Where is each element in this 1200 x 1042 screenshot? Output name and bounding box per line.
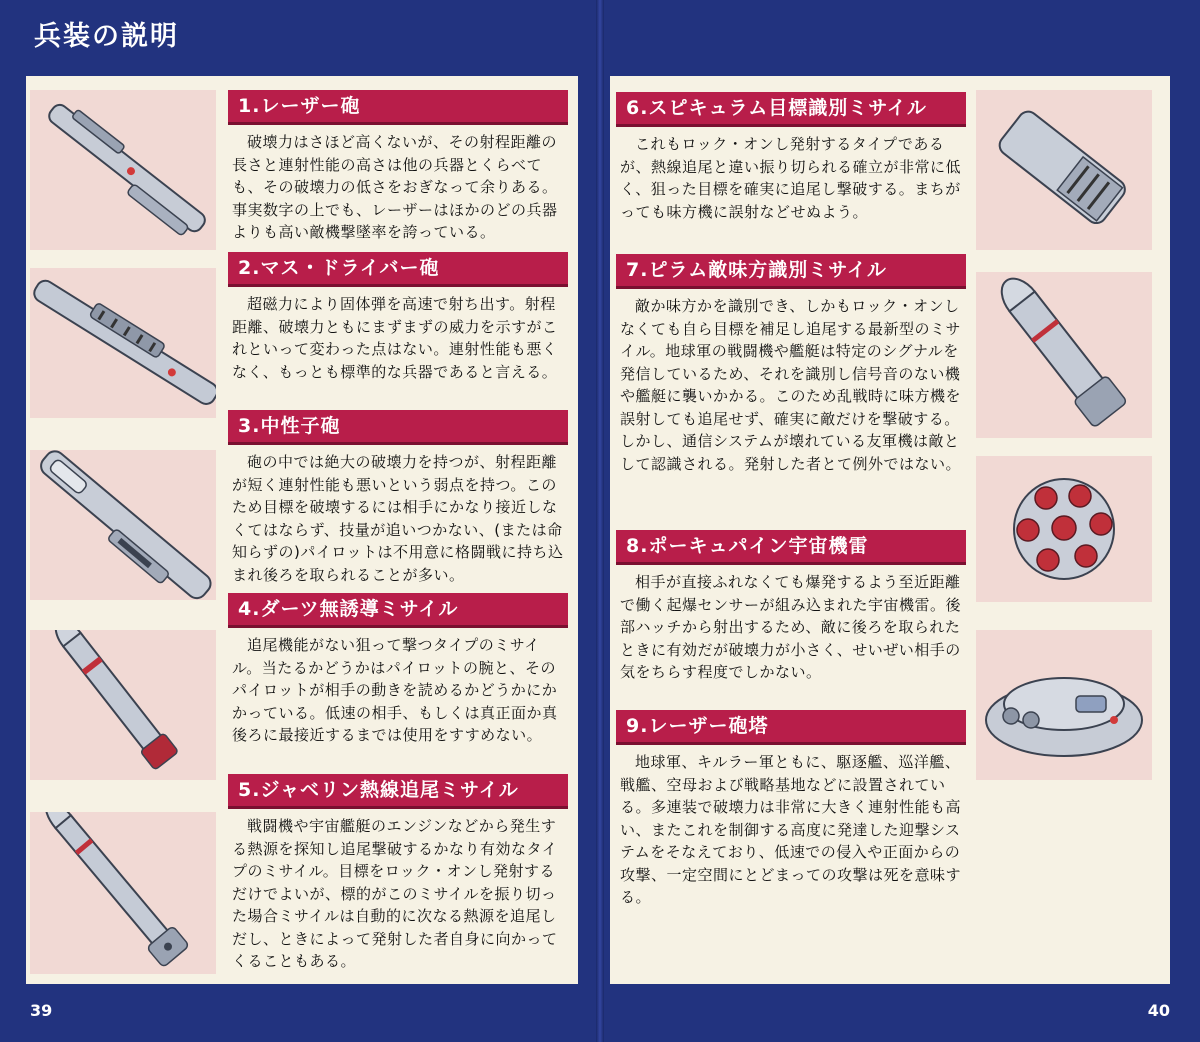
page-title: 兵装の説明 xyxy=(34,21,179,52)
section-title: 3.中性子砲 xyxy=(228,410,568,445)
section-title: 8.ポーキュパイン宇宙機雷 xyxy=(616,530,966,565)
laser-turret-icon xyxy=(976,630,1152,780)
dart-missile-illustration xyxy=(30,630,216,780)
pilum-missile-icon xyxy=(976,272,1152,438)
weapon-section-dart-missile xyxy=(228,593,568,747)
section-title: 9.レーザー砲塔 xyxy=(616,710,966,745)
weapon-section-spiculum-missile xyxy=(616,92,964,223)
laser-cannon-icon xyxy=(30,90,216,250)
section-body: これもロック・オンし発射するタイプであるが、熱線追尾と違い振り切られる確立が非常に低く、狙った目標を確実に追尾し撃破する。まちがっても味方機に誤射などせぬよう。 xyxy=(620,135,962,221)
laser-cannon-illustration xyxy=(30,90,216,250)
page-number-right: 40 xyxy=(1147,1001,1170,1020)
weapon-section-laser-cannon xyxy=(228,90,568,244)
pilum-missile-illustration xyxy=(976,272,1152,438)
weapon-section-javelin-missile xyxy=(228,774,568,973)
section-body: 砲の中では絶大の破壊力を持つが、射程距離が短く連射性能も悪いという弱点を持つ。このため目標を破壊するには相手にかなり接近しなくてはならず、技量が追いつかない、(または命知らずの)パイロットは不用意に格闘戦に持ち込まれ後ろを取られることが多い。 xyxy=(232,453,564,584)
section-title: 1.レーザー砲 xyxy=(228,90,568,125)
section-body: 追尾機能がない狙って撃つタイプのミサイル。当たるかどうかはパイロットの腕と、そのパイロットが相手の動きを読めるかどうかにかかっている。低速の相手、もしくは真正面か真後ろに最接近するまでは使用をすすめない。 xyxy=(232,636,558,744)
page-number-left: 39 xyxy=(30,1001,53,1020)
right-page xyxy=(600,0,1200,1042)
weapon-section-laser-turret xyxy=(616,710,964,909)
mass-driver-icon xyxy=(30,268,216,418)
section-body: 破壊力はさほど高くないが、その射程距離の長さと連射性能の高さは他の兵器とくらべても、その破壊力の低さをおぎなって余りある。事実数字の上でも、レーザーはほかのどの兵器よりも高い敵機撃墜率を誇っている。 xyxy=(232,133,558,241)
weapon-section-neutron-cannon xyxy=(228,410,568,586)
neutron-cannon-icon xyxy=(30,450,216,600)
section-body: 戦闘機や宇宙艦艇のエンジンなどから発生する熱源を探知し追尾撃破するかなり有効なタイプのミサイル。目標をロック・オンし発射するだけでよいが、標的がこのミサイルを振り切った場合ミサイルは自動的に次なる熱源を追尾しだし、ときによって発射した者自身に向かってくることもある。 xyxy=(232,817,558,970)
mass-driver-illustration xyxy=(30,268,216,418)
weapon-section-porcupine-mine xyxy=(616,530,964,684)
weapon-section-pilum-missile xyxy=(616,254,964,475)
section-body: 敵か味方かを識別でき、しかもロック・オンしなくても自ら目標を補足し追尾する最新型のミサイル。地球軍の戦闘機や艦艇は特定のシグナルを発信しているため、それを識別し信号音のない機や艦艇に襲いかかる。このため乱戦時に味方機を誤射しても追尾せず、確実に敵だけを撃破する。しかし、通信システムが壊れている友軍機は敵として認識される。発射した者とて例外ではない。 xyxy=(620,297,962,473)
section-title: 2.マス・ドライバー砲 xyxy=(228,252,568,287)
spiculum-missile-icon xyxy=(976,90,1152,250)
section-title: 7.ピラム敵味方識別ミサイル xyxy=(616,254,966,289)
section-title: 4.ダーツ無誘導ミサイル xyxy=(228,593,568,628)
neutron-cannon-illustration xyxy=(30,450,216,600)
javelin-missile-icon xyxy=(30,812,216,974)
javelin-missile-illustration xyxy=(30,812,216,974)
spiculum-missile-illustration xyxy=(976,90,1152,250)
dart-missile-icon xyxy=(30,630,216,780)
porcupine-mine-illustration xyxy=(976,456,1152,602)
weapon-section-mass-driver xyxy=(228,252,568,383)
laser-turret-illustration xyxy=(976,630,1152,780)
section-title: 5.ジャベリン熱線追尾ミサイル xyxy=(228,774,568,809)
section-title: 6.スピキュラム目標識別ミサイル xyxy=(616,92,966,127)
section-body: 地球軍、キルラー軍ともに、駆逐艦、巡洋艦、戦艦、空母および戦略基地などに設置されている。多連装で破壊力は非常に大きく連射性能も高い、またこれを制御する高度に発達した迎撃システムをそなえており、低速での侵入や正面からの攻撃、一定空間にとどまっての攻撃は死を意味する。 xyxy=(620,753,962,906)
section-body: 相手が直接ふれなくても爆発するよう至近距離で働く起爆センサーが組み込まれた宇宙機雷。後部ハッチから射出するため、敵に後ろを取られたときに有効だが破壊力が小さく、せいぜい相手の気をちらす程度でしかない。 xyxy=(620,573,962,681)
porcupine-mine-icon xyxy=(976,456,1152,602)
section-body: 超磁力により固体弾を高速で射ち出す。射程距離、破壊力ともにまずまずの威力を示すがこれといって変わった点はない。連射性能も悪くなく、もっとも標準的な兵器であると言える。 xyxy=(232,295,558,381)
